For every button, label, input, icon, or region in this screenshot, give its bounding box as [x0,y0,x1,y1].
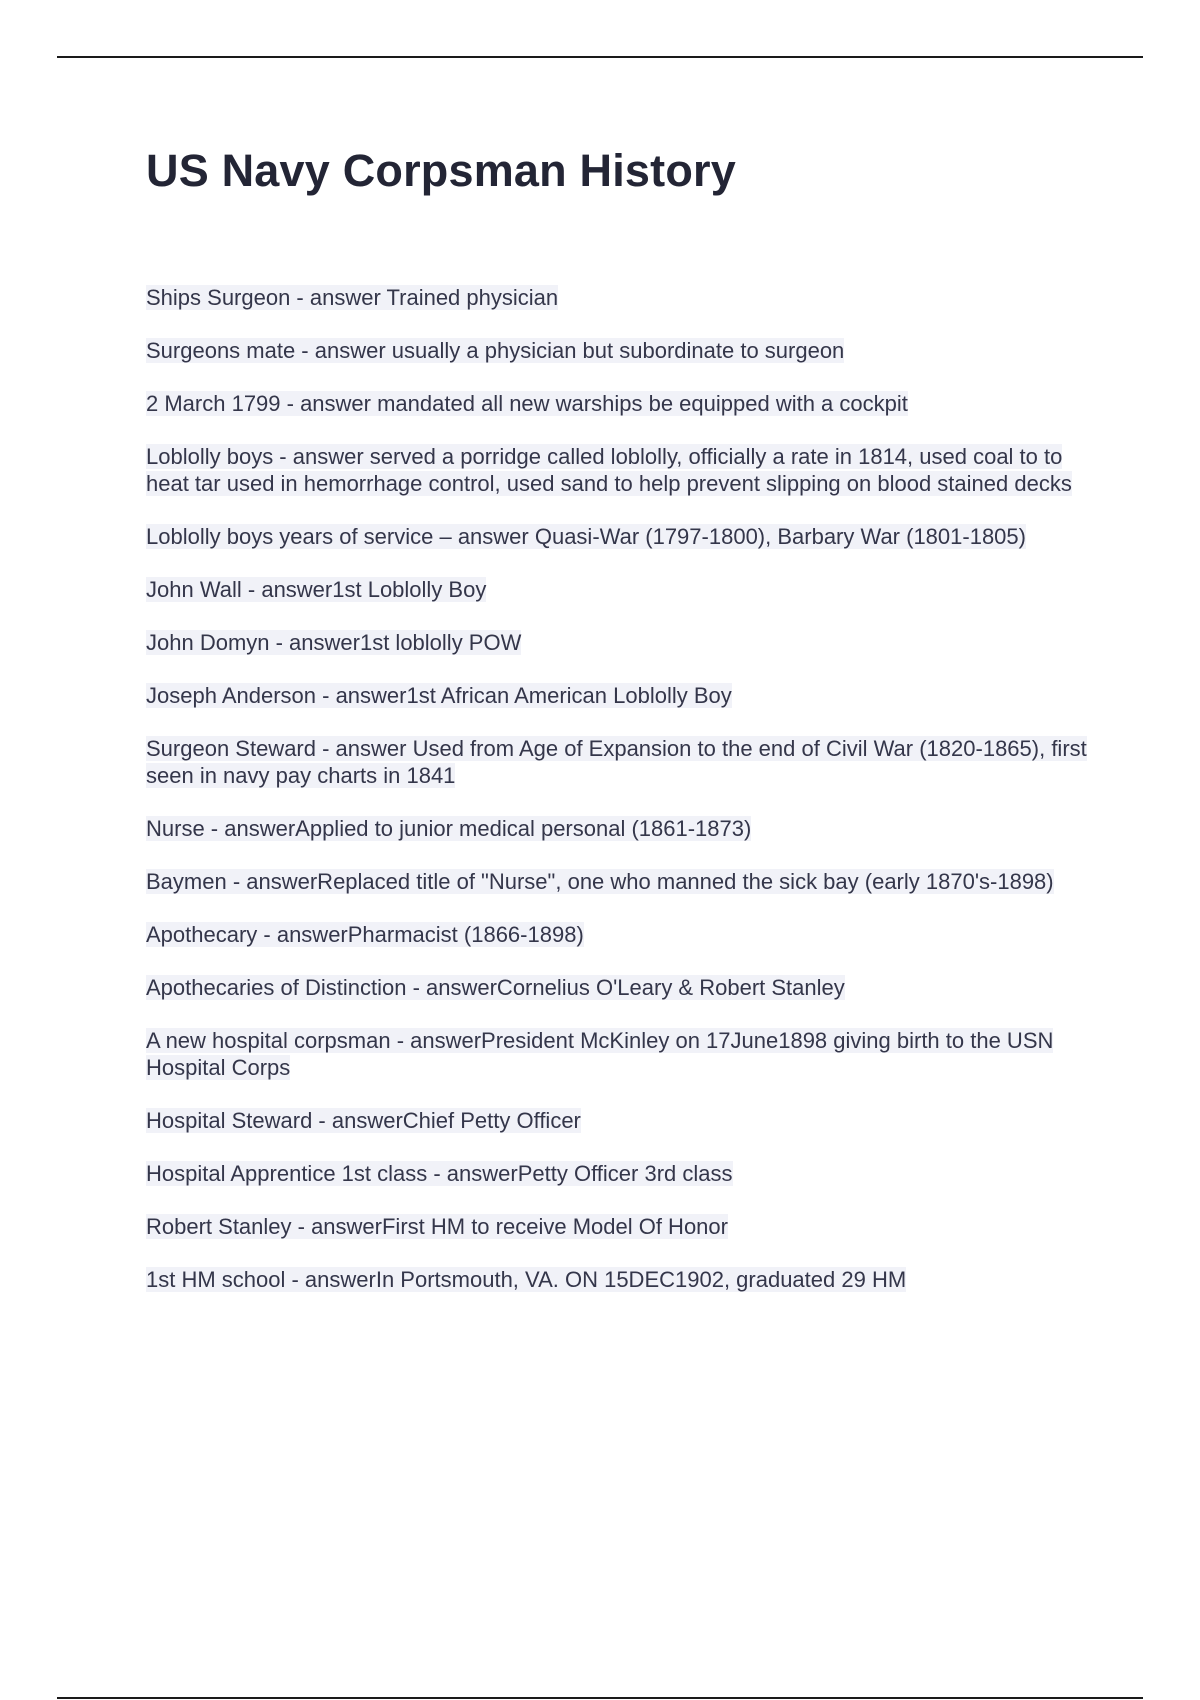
qa-entry-text: Robert Stanley - answerFirst HM to receive Model Of Honor [146,1214,728,1239]
qa-entry-text: 2 March 1799 - answer mandated all new warships be equipped with a cockpit [146,391,908,416]
qa-entry-text: A new hospital corpsman - answerPresident McKinley on 17June1898 giving birth to the USN Hospital Corps [146,1028,1054,1080]
qa-entry-text: 1st HM school - answerIn Portsmouth, VA. ON 15DEC1902, graduated 29 HM [146,1267,907,1292]
qa-entry-text: Hospital Steward - answerChief Petty Officer [146,1108,581,1133]
qa-entry [146,1160,1096,1187]
qa-entry-text: John Wall - answer1st Loblolly Boy [146,577,487,602]
qa-entry [146,576,1096,603]
qa-entry [146,523,1096,550]
qa-entry [146,974,1096,1001]
qa-entry [146,1213,1096,1240]
bottom-divider [57,1697,1143,1699]
qa-entry [146,443,1096,497]
qa-entry-text: Hospital Apprentice 1st class - answerPetty Officer 3rd class [146,1161,733,1186]
qa-entry [146,390,1096,417]
qa-entry-text: John Domyn - answer1st loblolly POW [146,630,522,655]
qa-entry [146,284,1096,311]
qa-entry [146,682,1096,709]
qa-entry [146,735,1096,789]
qa-entry-text: Baymen - answerReplaced title of "Nurse", one who manned the sick bay (early 1870's-1898) [146,869,1054,894]
page-title: US Navy Corpsman History [146,145,736,196]
qa-entry-text: Nurse - answerApplied to junior medical personal (1861-1873) [146,816,752,841]
qa-entry-text: Joseph Anderson - answer1st African American Loblolly Boy [146,683,732,708]
qa-entry [146,629,1096,656]
qa-entry-text: Ships Surgeon - answer Trained physician [146,285,559,310]
top-divider [57,56,1143,58]
qa-entry [146,815,1096,842]
qa-entry [146,1266,1096,1293]
qa-list [146,284,1096,1319]
qa-entry [146,337,1096,364]
qa-entry-text: Loblolly boys years of service – answer Quasi-War (1797-1800), Barbary War (1801-1805) [146,524,1026,549]
qa-entry-text: Loblolly boys - answer served a porridge called loblolly, officially a rate in 1814, used coal to to heat tar used in hemorrhage control, used sand to help prevent slipping on blood stained decks [146,444,1072,496]
qa-entry-text: Surgeon Steward - answer Used from Age of Expansion to the end of Civil War (1820-1865), first seen in navy pay charts in 1841 [146,736,1087,788]
qa-entry-text: Surgeons mate - answer usually a physician but subordinate to surgeon [146,338,845,363]
qa-entry [146,1107,1096,1134]
qa-entry-text: Apothecaries of Distinction - answerCornelius O'Leary & Robert Stanley [146,975,845,1000]
qa-entry-text: Apothecary - answerPharmacist (1866-1898) [146,922,584,947]
qa-entry [146,868,1096,895]
qa-entry [146,1027,1096,1081]
qa-entry [146,921,1096,948]
